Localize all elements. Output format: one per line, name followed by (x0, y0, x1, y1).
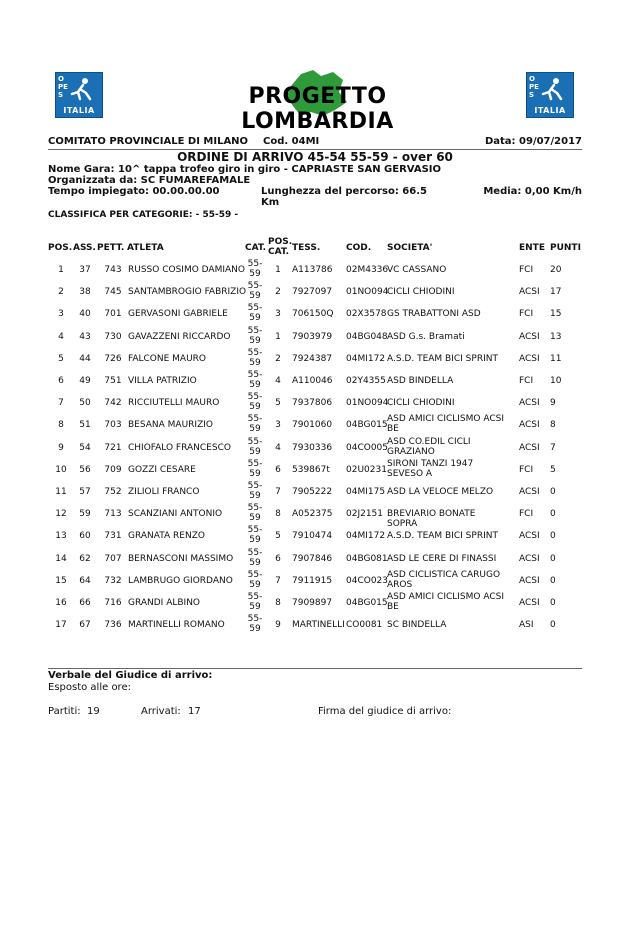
cell-ass: 38 (79, 287, 91, 298)
cell-cat-bottom: 59 (249, 357, 261, 368)
footer-divider (48, 668, 582, 669)
col-ente: ENTE (519, 243, 545, 253)
cell-ass: 51 (79, 420, 91, 431)
cell-cat-top: 55- (247, 436, 263, 447)
cell-pos-cat: 3 (275, 420, 281, 431)
cell-pett: 716 (104, 598, 122, 608)
report-date: Data: 09/07/2017 (484, 136, 582, 147)
cell-ente: ACSI (519, 487, 540, 497)
cell-societa: CICLI CHIODINI (387, 398, 455, 409)
cell-cod: 02Y4355 (346, 376, 386, 386)
col-ass: ASS. (73, 243, 96, 253)
cell-pett: 726 (104, 353, 122, 364)
cell-ente: ACSI (519, 442, 540, 453)
cell-ente: FCI (519, 464, 534, 475)
cell-cat-bottom: 59 (249, 491, 261, 501)
cell-punti: 11 (550, 353, 562, 364)
cell-pos-cat: 4 (275, 376, 281, 386)
table-row (0, 592, 630, 614)
logo-sub-text: ITALIA (534, 106, 566, 115)
cell-cat-bottom: 59 (249, 335, 261, 346)
col-atleta: ATLETA (127, 243, 164, 253)
category-label: CLASSIFICA PER CATEGORIE: - 55-59 - (48, 210, 239, 220)
cell-pos: 10 (55, 464, 67, 475)
time-spent: Tempo impiegato: 00.00.00.00 (48, 186, 220, 197)
table-row (0, 459, 630, 481)
cell-cod: 04BG015 (346, 420, 388, 431)
table-row (0, 259, 630, 281)
table-row (0, 525, 630, 547)
cell-cat-bottom: 59 (249, 424, 261, 435)
cell-ente: ACSI (519, 531, 540, 542)
cell-cat-top: 55- (247, 503, 263, 514)
cell-cod: 04MI172 (346, 353, 386, 364)
cell-tess: A110046 (292, 376, 333, 386)
cell-atleta: MARTINELLI ROMANO (128, 620, 225, 631)
cell-tess: 7927097 (292, 287, 333, 298)
cell-ente: FCI (519, 265, 534, 275)
cell-cat-bottom: 59 (249, 468, 261, 479)
cell-atleta: FALCONE MAURO (128, 353, 207, 364)
cell-ass: 67 (79, 620, 91, 631)
cell-ass: 49 (79, 376, 91, 386)
col-pett: PETT. (97, 243, 125, 253)
cell-punti: 0 (550, 620, 556, 631)
cell-ass: 62 (79, 553, 91, 564)
cell-pett: 751 (104, 376, 122, 386)
cell-pett: 742 (104, 398, 122, 409)
cell-punti: 0 (550, 575, 556, 586)
cell-ass: 56 (79, 464, 91, 475)
cell-punti: 0 (550, 509, 556, 520)
cell-pett: 743 (104, 265, 122, 275)
cell-ente: ACSI (519, 331, 540, 342)
cell-cat-bottom: 59 (249, 557, 261, 568)
col-pos-cat (268, 237, 292, 257)
table-row (0, 570, 630, 592)
cell-atleta: ZILIOLI FRANCO (128, 487, 200, 497)
cell-societa: ASD CO.EDIL CICLI GRAZIANO (387, 436, 471, 457)
cell-tess: 7910474 (292, 531, 333, 542)
cell-pett: 703 (104, 420, 122, 431)
cell-cat-top: 55- (247, 481, 263, 491)
cell-societa: SC BINDELLA (387, 620, 447, 631)
cell-ass: 54 (79, 442, 91, 453)
cell-ass: 57 (79, 487, 91, 497)
col-cod: COD. (346, 243, 372, 253)
cell-societa: ASD CICLISTICA CARUGO AROS (387, 569, 501, 590)
cell-cat-bottom: 59 (249, 535, 261, 546)
cell-tess: 7924387 (292, 353, 333, 364)
cell-pett: 731 (104, 531, 122, 542)
cell-cat-top: 55- (247, 614, 263, 625)
cell-cat-bottom: 59 (249, 380, 261, 390)
distance-label: Lunghezza del percorso: 66.5 (261, 186, 427, 197)
cell-tess: 7901060 (292, 420, 333, 431)
main-logo-text: PROGETTO LOMBARDIA (241, 84, 394, 134)
arrivati-label: Arrivati: (141, 706, 181, 717)
cell-pett: 709 (104, 464, 122, 475)
cell-atleta: BESANA MAURIZIO (128, 420, 213, 431)
cell-ass: 60 (79, 531, 91, 542)
cell-punti: 10 (550, 376, 562, 386)
cell-societa: BREVIARIO BONATE SOPRA (387, 509, 476, 530)
cell-pos-cat: 4 (275, 442, 281, 453)
logo-brand-text: OPES (58, 75, 68, 99)
partiti-value: 19 (87, 706, 100, 717)
cell-punti: 0 (550, 598, 556, 608)
cell-pos: 14 (55, 553, 67, 564)
cell-ente: ACSI (519, 420, 540, 431)
cell-societa: ASD AMICI CICLISMO ACSI BE (387, 414, 504, 435)
cell-tess: 7905222 (292, 487, 333, 497)
cell-atleta: GRANATA RENZO (128, 531, 205, 542)
table-row (0, 503, 630, 530)
cell-ente: ASI (519, 620, 534, 631)
cell-pos: 8 (58, 420, 64, 431)
cell-cat-top: 55- (247, 347, 263, 358)
cell-atleta: GOZZI CESARE (128, 464, 196, 475)
cell-ass: 66 (79, 598, 91, 608)
cell-cod: 01NO094 (346, 398, 389, 409)
logo-brand-text: OPES (529, 75, 539, 99)
cell-pos-cat: 5 (275, 398, 281, 409)
cell-pos-cat: 8 (275, 598, 281, 608)
cell-pos: 4 (58, 331, 64, 342)
table-row (0, 370, 630, 392)
cell-tess: 7903979 (292, 331, 333, 342)
cell-cat-bottom: 59 (249, 313, 261, 324)
table-row (0, 392, 630, 414)
cell-cat-top: 55- (247, 458, 263, 469)
cell-atleta: GRANDI ALBINO (128, 598, 201, 608)
col-tess: TESS. (292, 243, 321, 253)
cell-cat-top: 55- (247, 592, 263, 602)
cell-pos: 17 (55, 620, 67, 631)
col-societa: SOCIETA' (387, 243, 433, 253)
cell-tess: A113786 (292, 265, 333, 275)
cell-pos: 15 (55, 575, 67, 586)
cell-cat-top: 55- (247, 414, 263, 425)
table-row (0, 414, 630, 436)
cell-ente: ACSI (519, 553, 540, 564)
cell-cod: 04BG015 (346, 598, 388, 608)
cell-pos: 2 (58, 287, 64, 298)
col-pos-cat-bottom: CAT. (268, 247, 290, 257)
cell-punti: 20 (550, 265, 562, 275)
cell-societa: ASD AMICI CICLISMO ACSI BE (387, 592, 504, 612)
cell-punti: 0 (550, 553, 556, 564)
cell-tess: MARTINELLI (292, 620, 345, 631)
table-row (0, 614, 630, 636)
cell-societa: SIRONI TANZI 1947 SEVESO A (387, 458, 474, 479)
runner-icon (537, 77, 567, 103)
cell-tess: A052375 (292, 509, 333, 520)
cell-cod: 02U0231 (346, 464, 387, 475)
cell-pos-cat: 5 (275, 531, 281, 542)
table-row (0, 326, 630, 348)
cell-ass: 64 (79, 575, 91, 586)
committee-code: Cod. 04MI (263, 136, 320, 147)
cell-pos-cat: 7 (275, 575, 281, 586)
cell-ass: 40 (79, 309, 91, 320)
cell-cat-bottom: 59 (249, 513, 261, 524)
cell-societa: A.S.D. TEAM BICI SPRINT (387, 353, 498, 364)
cell-tess: 539867t (292, 464, 330, 475)
page-title: ORDINE DI ARRIVO 45-54 55-59 - over 60 (177, 150, 453, 164)
arrivati-value: 17 (188, 706, 201, 717)
cell-pos: 1 (58, 265, 64, 275)
cell-cat-top: 55- (247, 259, 263, 269)
cell-atleta: SCANZIANI ANTONIO (128, 509, 223, 520)
cell-atleta: BERNASCONI MASSIMO (128, 553, 234, 564)
cell-cat-bottom: 59 (249, 602, 261, 612)
col-pos-cat-top: POS. (268, 237, 293, 247)
cell-punti: 0 (550, 487, 556, 497)
verbale-label: Verbale del Giudice di arrivo: (48, 670, 213, 681)
cell-punti: 7 (550, 442, 556, 453)
committee-name: COMITATO PROVINCIALE DI MILANO (48, 136, 249, 147)
cell-cat-top: 55- (247, 525, 263, 536)
cell-punti: 15 (550, 309, 562, 320)
cell-pos-cat: 2 (275, 287, 281, 298)
cell-pos: 6 (58, 376, 64, 386)
cell-ass: 44 (79, 353, 91, 364)
cell-atleta: GERVASONI GABRIELE (128, 309, 228, 320)
cell-cat-top: 55- (247, 547, 263, 558)
cell-cod: 01NO094 (346, 287, 389, 298)
cell-cat-bottom: 59 (249, 291, 261, 302)
cell-tess: 7907846 (292, 553, 333, 564)
col-pos: POS. (48, 243, 73, 253)
cell-pos-cat: 3 (275, 309, 281, 320)
cell-ass: 43 (79, 331, 91, 342)
partiti-label: Partiti: (48, 706, 81, 717)
cell-ass: 37 (79, 265, 91, 275)
cell-tess: 7930336 (292, 442, 333, 453)
cell-societa: ASD G.s. Bramati (387, 331, 465, 342)
cell-pos-cat: 1 (275, 331, 281, 342)
cell-pett: 713 (104, 509, 122, 520)
cell-pos: 3 (58, 309, 64, 320)
cell-ass: 59 (79, 509, 91, 520)
progetto-lombardia-logo (185, 66, 450, 134)
cell-atleta: RUSSO COSIMO DAMIANO (128, 265, 245, 275)
table-row (0, 348, 630, 370)
cell-pos-cat: 9 (275, 620, 281, 631)
cell-tess: 7937806 (292, 398, 333, 409)
cell-cod: 02M4336 (346, 265, 389, 275)
cell-cod: 02J2151 (346, 509, 384, 520)
cell-cod: 04CO023 (346, 575, 388, 586)
cell-pett: 721 (104, 442, 122, 453)
cell-punti: 8 (550, 420, 556, 431)
cell-societa: GS TRABATTONI ASD (387, 309, 481, 320)
cell-cat-bottom: 59 (249, 579, 261, 590)
opes-italia-logo-right (526, 72, 574, 118)
cell-atleta: RICCIUTELLI MAURO (128, 398, 220, 409)
cell-atleta: VILLA PATRIZIO (128, 376, 197, 386)
cell-cat-top: 55- (247, 303, 263, 314)
col-cat: CAT. (245, 243, 267, 253)
cell-cat-bottom: 59 (249, 624, 261, 635)
table-row (0, 548, 630, 570)
cell-cat-top: 55- (247, 370, 263, 380)
cell-pett: 732 (104, 575, 122, 586)
cell-ente: FCI (519, 376, 534, 386)
cell-pett: 752 (104, 487, 122, 497)
cell-cod: CO0081 (346, 620, 383, 631)
cell-atleta: CHIOFALO FRANCESCO (128, 442, 231, 453)
cell-ente: FCI (519, 509, 534, 520)
cell-tess: 706150Q (292, 309, 334, 320)
cell-pett: 707 (104, 553, 122, 564)
cell-societa: ASD LE CERE DI FINASSI (387, 553, 497, 564)
cell-ente: ACSI (519, 575, 540, 586)
race-name: Nome Gara: 10^ tappa trofeo giro in giro - CAPRIASTE SAN GERVASIO (48, 164, 442, 175)
cell-pos: 7 (58, 398, 64, 409)
cell-pos: 12 (55, 509, 67, 520)
cell-societa: ASD BINDELLA (387, 376, 454, 386)
cell-pos-cat: 8 (275, 509, 281, 520)
cell-ente: ACSI (519, 398, 540, 409)
table-row (0, 437, 630, 459)
cell-cod: 04MI172 (346, 531, 386, 542)
table-row (0, 281, 630, 303)
cell-pos: 16 (55, 598, 67, 608)
cell-pos-cat: 7 (275, 487, 281, 497)
cell-societa: ASD LA VELOCE MELZO (387, 487, 494, 497)
cell-punti: 17 (550, 287, 562, 298)
table-row (0, 481, 630, 503)
cell-societa: VC CASSANO (387, 265, 447, 275)
esposto-label: Esposto alle ore: (48, 682, 131, 693)
cell-pos: 13 (55, 531, 67, 542)
cell-pos: 9 (58, 442, 64, 453)
cell-cod: 04CO005 (346, 442, 388, 453)
cell-ente: ACSI (519, 287, 540, 298)
cell-cat-top: 55- (247, 392, 263, 403)
cell-punti: 0 (550, 531, 556, 542)
runner-icon (66, 77, 96, 103)
cell-pos: 5 (58, 353, 64, 364)
cell-pos-cat: 1 (275, 265, 281, 275)
cell-punti: 5 (550, 464, 556, 475)
cell-atleta: GAVAZZENI RICCARDO (128, 331, 231, 342)
cell-atleta: LAMBRUGO GIORDANO (128, 575, 233, 586)
cell-punti: 9 (550, 398, 556, 409)
cell-ente: ACSI (519, 353, 540, 364)
distance-unit: Km (261, 197, 280, 208)
cell-cat-bottom: 59 (249, 269, 261, 279)
cell-ente: FCI (519, 309, 534, 320)
cell-punti: 13 (550, 331, 562, 342)
header-line (48, 136, 582, 147)
cell-cod: 04BG048 (346, 331, 388, 342)
average-speed: Media: 0,00 Km/h (483, 186, 582, 197)
cell-pett: 701 (104, 309, 122, 320)
cell-cat-top: 55- (247, 325, 263, 336)
organizer: Organizzata da: SC FUMAREFAMALE (48, 175, 251, 186)
cell-cat-top: 55- (247, 281, 263, 292)
cell-tess: 7909897 (292, 598, 333, 608)
logo-sub-text: ITALIA (63, 106, 95, 115)
cell-pos-cat: 6 (275, 553, 281, 564)
cell-pett: 745 (104, 287, 122, 298)
col-punti: PUNTI (550, 243, 581, 253)
opes-italia-logo-left (55, 72, 103, 118)
cell-pett: 736 (104, 620, 122, 631)
cell-pos: 11 (55, 487, 67, 497)
cell-pos-cat: 6 (275, 464, 281, 475)
table-row (0, 303, 630, 325)
cell-pos-cat: 2 (275, 353, 281, 364)
cell-tess: 7911915 (292, 575, 333, 586)
firma-label: Firma del giudice di arrivo: (318, 706, 452, 717)
cell-ass: 50 (79, 398, 91, 409)
cell-societa: A.S.D. TEAM BICI SPRINT (387, 531, 498, 542)
cell-societa: CICLI CHIODINI (387, 287, 455, 298)
cell-cat-top: 55- (247, 569, 263, 580)
cell-pett: 730 (104, 331, 122, 342)
cell-cat-bottom: 59 (249, 446, 261, 457)
cell-cod: 02X3578 (346, 309, 387, 320)
cell-atleta: SANTAMBROGIO FABRIZIO (128, 287, 247, 298)
cell-cod: 04MI175 (346, 487, 386, 497)
cell-cod: 04BG081 (346, 553, 388, 564)
cell-ente: ACSI (519, 598, 540, 608)
cell-cat-bottom: 59 (249, 402, 261, 413)
